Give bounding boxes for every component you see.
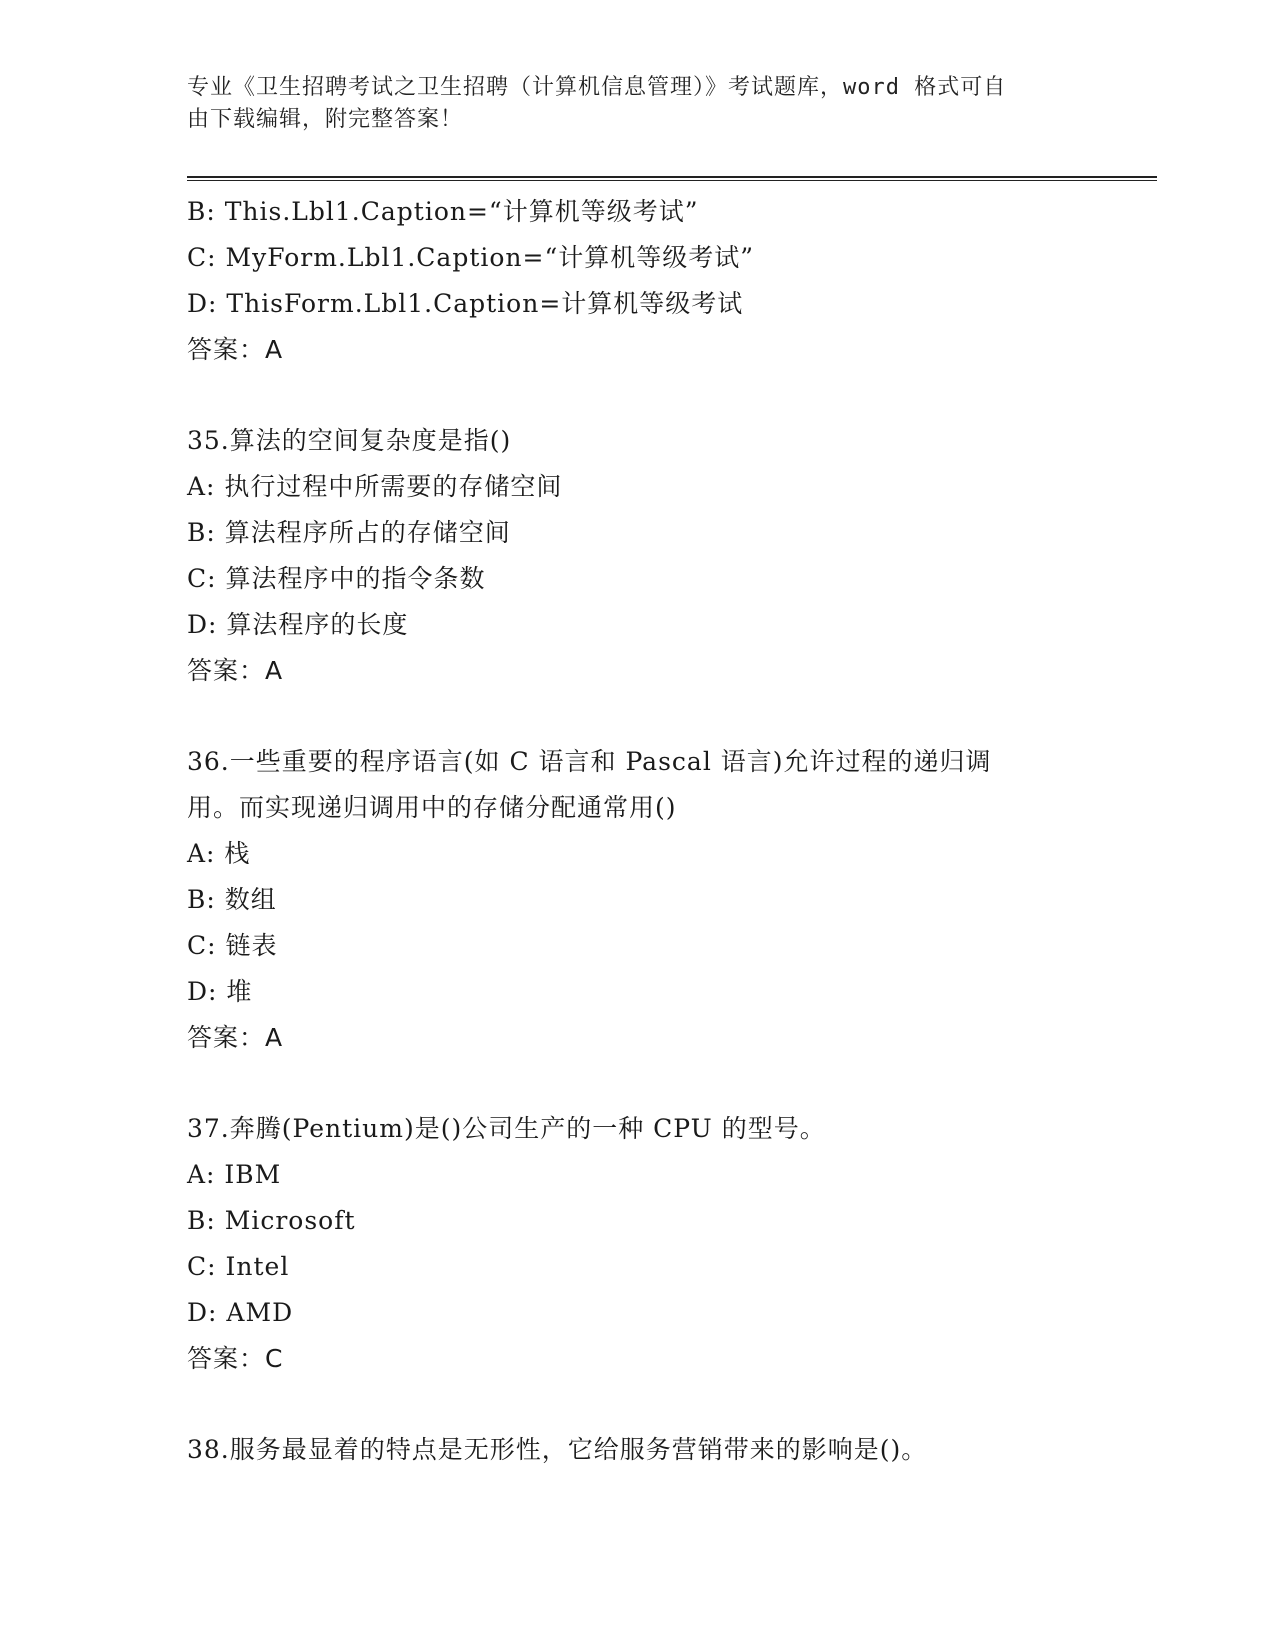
answer: 答案：C xyxy=(187,1344,284,1373)
question-text-line-1: 36.一些重要的程序语言(如 C 语言和 Pascal 语言)允许过程的递归调 xyxy=(187,747,992,776)
question-text: 35.算法的空间复杂度是指() xyxy=(187,426,512,455)
question-34-fragment xyxy=(187,189,1087,373)
option-d: D: ThisForm.Lbl1.Caption=计算机等级考试 xyxy=(187,289,744,318)
header-divider xyxy=(187,176,1157,181)
option-a: A: 栈 xyxy=(187,839,251,868)
option-d: D: AMD xyxy=(187,1298,294,1327)
option-c: C: 链表 xyxy=(187,931,278,960)
option-a: A: IBM xyxy=(187,1160,282,1189)
spacer xyxy=(187,373,1087,418)
document-header xyxy=(187,72,1067,136)
option-d: D: 堆 xyxy=(187,977,253,1006)
question-36 xyxy=(187,739,1087,1061)
answer: 答案：A xyxy=(187,1023,284,1052)
option-b: B: This.Lbl1.Caption=“计算机等级考试” xyxy=(187,197,699,226)
question-35 xyxy=(187,418,1087,694)
question-text-line-2: 用。而实现递归调用中的存储分配通常用() xyxy=(187,793,677,822)
spacer xyxy=(187,694,1087,739)
question-38 xyxy=(187,1427,1087,1473)
option-c: C: 算法程序中的指令条数 xyxy=(187,564,486,593)
option-a: A: 执行过程中所需要的存储空间 xyxy=(187,472,563,501)
question-37 xyxy=(187,1106,1087,1382)
option-c: C: Intel xyxy=(187,1252,290,1281)
answer: 答案：A xyxy=(187,656,284,685)
header-line-2: 由下载编辑，附完整答案！ xyxy=(187,107,464,132)
option-b: B: 数组 xyxy=(187,885,277,914)
question-text: 37.奔腾(Pentium)是()公司生产的一种 CPU 的型号。 xyxy=(187,1114,826,1143)
option-c: C: MyForm.Lbl1.Caption=“计算机等级考试” xyxy=(187,243,755,272)
option-b: B: 算法程序所占的存储空间 xyxy=(187,518,511,547)
spacer xyxy=(187,1382,1087,1427)
option-d: D: 算法程序的长度 xyxy=(187,610,409,639)
header-line-1: 专业《卫生招聘考试之卫生招聘（计算机信息管理）》考试题库，word 格式可自 xyxy=(187,75,1007,100)
spacer xyxy=(187,1061,1087,1106)
question-text: 38.服务最显着的特点是无形性，它给服务营销带来的影响是()。 xyxy=(187,1435,928,1464)
question-list xyxy=(187,189,1087,1473)
option-b: B: Microsoft xyxy=(187,1206,356,1235)
answer: 答案：A xyxy=(187,335,284,364)
